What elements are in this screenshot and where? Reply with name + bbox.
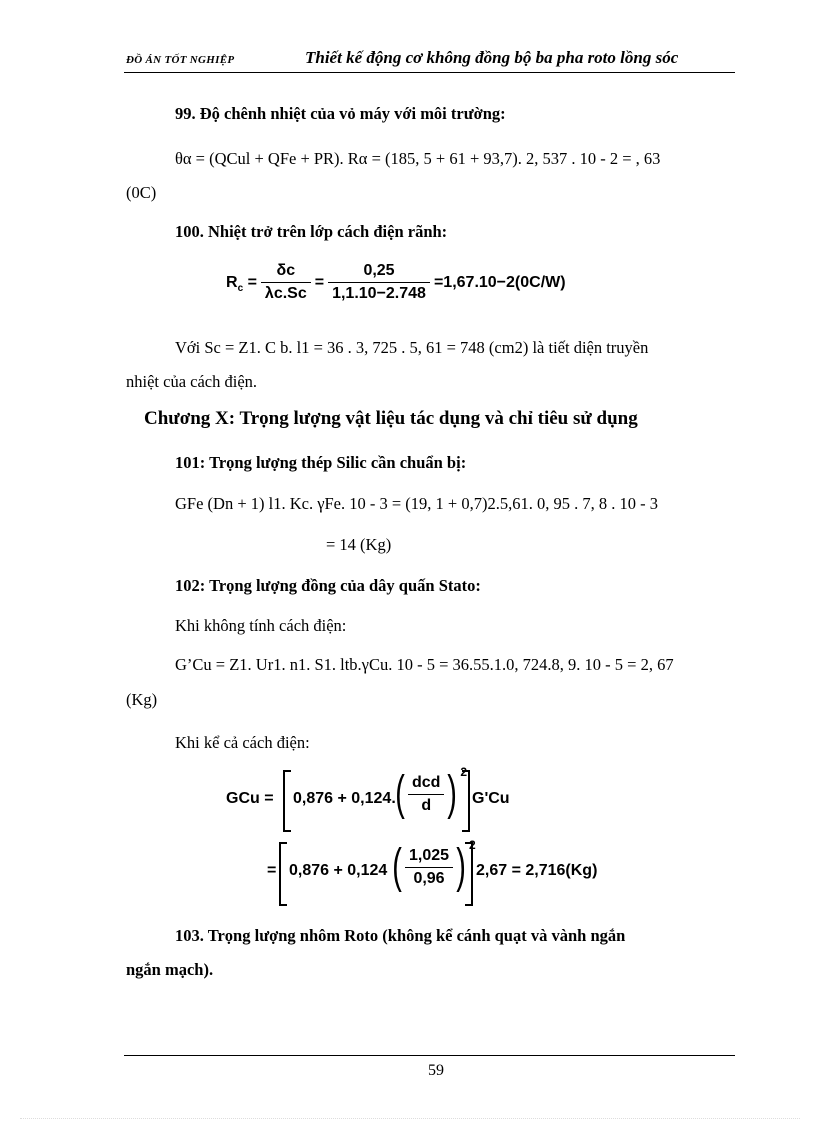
section-100-title: 100. Nhiệt trở trên lớp cách điện rãnh: — [175, 222, 448, 241]
section-99-equation: θα = (QCul + QFe + PR). Rα = (185, 5 + 61 + 93,7). 2, 537 . 10 - 2 = , 63 — [175, 149, 661, 168]
formula-rc-lhs: $R_c$ = — [226, 273, 257, 294]
section-102-unit: (Kg) — [126, 690, 158, 709]
formula-gcu2-num: 1,025 — [405, 847, 453, 868]
formula-gcu-num: dcd — [408, 774, 444, 795]
formula-gcu-right-bracket — [462, 770, 470, 832]
formula-rc-frac2 — [328, 262, 430, 303]
section-102-equation: G’Cu = Z1. Ur1. n1. S1. ltb.γCu. 10 - 5 = 36.55.1.0, 724.8, 9. 10 - 5 = 2, 67 — [175, 655, 674, 674]
formula-gcu2-den: 0,96 — [413, 869, 445, 887]
chapter-title: Chương X: Trọng lượng vật liệu tác dụng và chỉ tiêu sử dụng — [144, 408, 638, 429]
footer-rule — [124, 1055, 735, 1056]
formula-gcu2-tail: 2,67 = 2,716(Kg) — [476, 862, 598, 879]
formula-gcu-paren-group: ( $\frac{\text{dcd}}{d}$ ) 2 — [395, 765, 468, 820]
bottom-dotted-line — [20, 1118, 800, 1119]
section-101-equation: GFe (Dn + 1) l1. Kc. γFe. 10 - 3 = (19, 1 + 0,7)2.5,61. 0, 95 . 7, 8 . 10 - 3 — [175, 494, 658, 513]
formula-gcu2-left-bracket — [279, 842, 287, 906]
formula-rc — [226, 262, 566, 303]
formula-gcu2-paren-group: ( $\frac{1,025}{0,96}$ ) 2 — [392, 838, 476, 893]
formula-gcu2-coef: 0,876 + 0,124 — [289, 862, 388, 879]
formula-gcu2-open-paren: ( — [392, 840, 402, 893]
page-number: 59 — [428, 1062, 444, 1079]
formula-rc-equals: = — [314, 273, 325, 291]
section-103-line1: 103. Trọng lượng nhôm Roto (không kể cánh quạt và vành ngắn — [175, 926, 626, 945]
formula-gcu-close-paren: ) — [447, 767, 458, 820]
formula-rc-den2: 1,1.10−2.748 — [332, 285, 426, 302]
formula-gcu2-frac — [405, 847, 453, 888]
formula-gcu2-close-paren: ) — [456, 840, 466, 893]
formula-gcu2-right-bracket — [465, 842, 473, 906]
formula-gcu-coef: 0,876 + 0,124. — [293, 790, 396, 807]
formula-gcu-den: d — [421, 796, 432, 814]
section-103-line2: ngắn mạch). — [126, 960, 214, 979]
formula-gcu-lhs: GCu = — [226, 790, 274, 807]
section-100-note-line2: nhiệt của cách điện. — [126, 372, 258, 391]
formula-gcu-open-paren: ( — [395, 767, 405, 820]
section-102-case2: Khi kể cả cách điện: — [175, 733, 310, 752]
formula-gcu-left-bracket — [283, 770, 291, 832]
formula-gcu2-equals: = — [267, 862, 277, 879]
formula-gcu-tail: G'Cu — [472, 790, 510, 807]
section-101-result: = 14 (Kg) — [326, 535, 392, 554]
section-101-title: 101: Trọng lượng thép Silic cần chuẩn bị: — [175, 453, 467, 472]
formula-rc-frac1 — [261, 262, 311, 303]
formula-gcu-frac — [408, 774, 444, 815]
section-100-note-line1: Với Sc = Z1. C b. l1 = 36 . 3, 725 . 5, 61 = 748 (cm2) là tiết diện truyền — [175, 338, 649, 357]
section-102-case1: Khi không tính cách điện: — [175, 616, 347, 635]
header-left: ĐỒ ÁN TỐT NGHIỆP — [126, 54, 235, 66]
section-99-title: 99. Độ chênh nhiệt của vỏ máy với môi trường: — [175, 104, 506, 123]
header-rule — [124, 72, 735, 73]
section-102-title: 102: Trọng lượng đồng của dây quấn Stato: — [175, 576, 481, 595]
formula-rc-den1: λc.Sc — [264, 285, 307, 302]
section-99-unit: (0C) — [126, 183, 157, 202]
header-title: Thiết kế động cơ không đồng bộ ba pha roto lồng sóc — [305, 48, 679, 67]
formula-rc-num1: δc — [261, 262, 311, 283]
formula-rc-result: =1,67.10−2(0C/W) — [433, 273, 566, 291]
formula-rc-num2: 0,25 — [328, 262, 430, 283]
